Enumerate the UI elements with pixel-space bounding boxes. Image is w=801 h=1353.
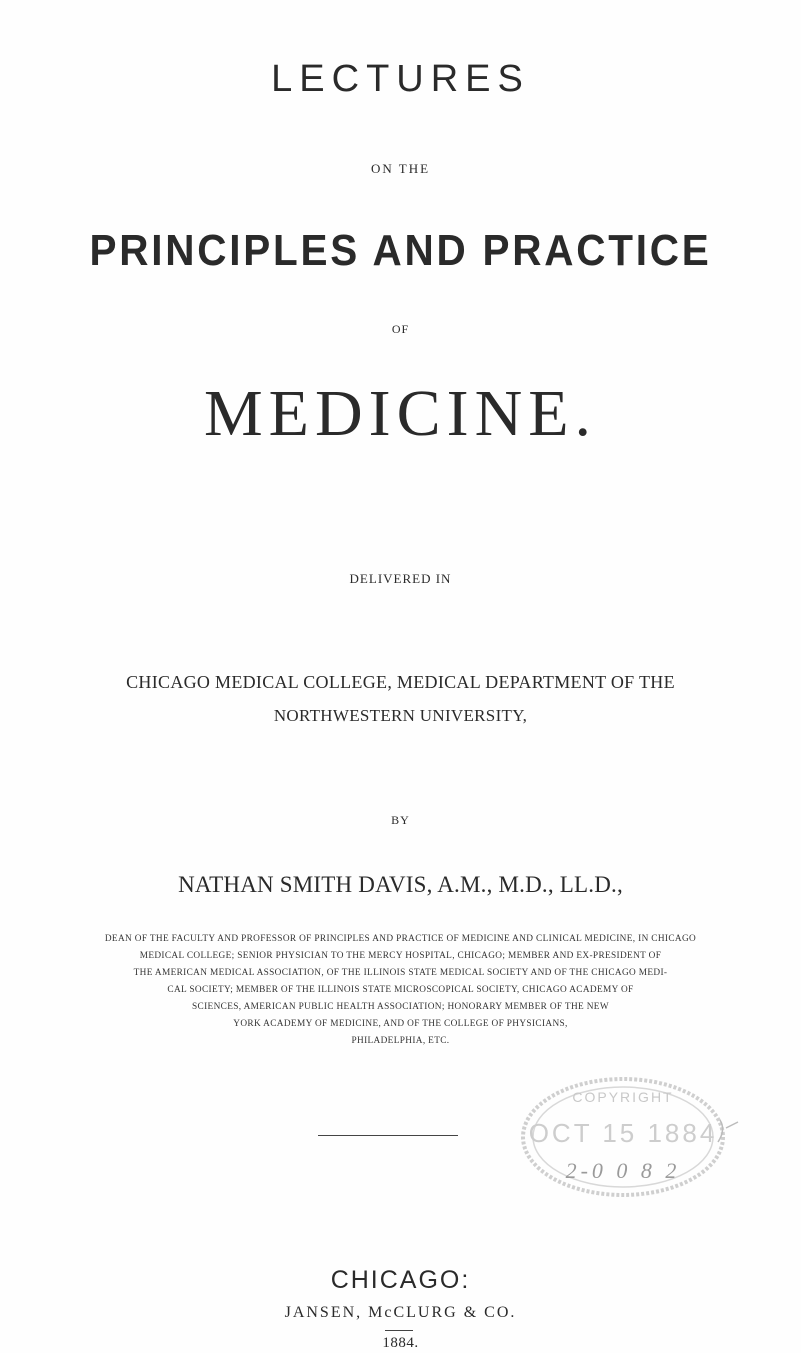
year-rule [385,1330,413,1331]
imprint-publisher: JANSEN, McCLURG & CO. [284,1304,517,1321]
imprint-city: CHICAGO: [330,1266,471,1294]
title-on-the: ON THE [370,161,431,176]
author-credential-line: YORK ACADEMY OF MEDICINE, AND OF THE COLLEGE OF PHYSICIANS, [233,1019,568,1029]
stamp-top-text: COPYRIGHT [572,1089,674,1105]
delivered-in-label: DELIVERED IN [349,571,452,586]
title-principles-and-practice: PRINCIPLES AND PRACTICE [89,226,712,275]
title-lectures: LECTURES [271,58,530,100]
ornament-rule [318,1135,458,1136]
author-name: NATHAN SMITH DAVIS, A.M., M.D., LL.D., [178,872,623,897]
author-credential-line: SCIENCES, AMERICAN PUBLIC HEALTH ASSOCIATION; HONORARY MEMBER OF THE NEW [192,1002,609,1012]
author-credential-line: THE AMERICAN MEDICAL ASSOCIATION, OF THE ILLINOIS STATE MEDICAL SOCIETY AND OF THE CHICAGO MEDI- [133,968,668,978]
author-credential-line: MEDICAL COLLEGE; SENIOR PHYSICIAN TO THE MERCY HOSPITAL, CHICAGO; MEMBER AND EX-PRESIDENT OF [139,951,662,961]
by-label: BY [391,813,410,827]
imprint-year: 1884. [382,1335,419,1351]
stamp-bottom-text: 2-0 0 8 2 [565,1158,681,1183]
title-of: OF [391,322,410,336]
author-credential-line: CAL SOCIETY; MEMBER OF THE ILLINOIS STATE MICROSCOPICAL SOCIETY, CHICAGO ACADEMY OF [167,985,634,995]
copyright-stamp [458,1062,801,1212]
stamp-date-text: OCT 15 1884 [528,1118,718,1148]
author-credential-line: DEAN OF THE FACULTY AND PROFESSOR OF PRINCIPLES AND PRACTICE OF MEDICINE AND CLINICAL MEDICINE, IN CHICAGO [104,934,697,944]
institution-line-2: NORTHWESTERN UNIVERSITY, [273,706,528,725]
institution-line-1: CHICAGO MEDICAL COLLEGE, MEDICAL DEPARTMENT OF THE [126,672,675,692]
author-credential-line: PHILADELPHIA, ETC. [351,1036,450,1046]
title-medicine: MEDICINE. [203,377,598,450]
